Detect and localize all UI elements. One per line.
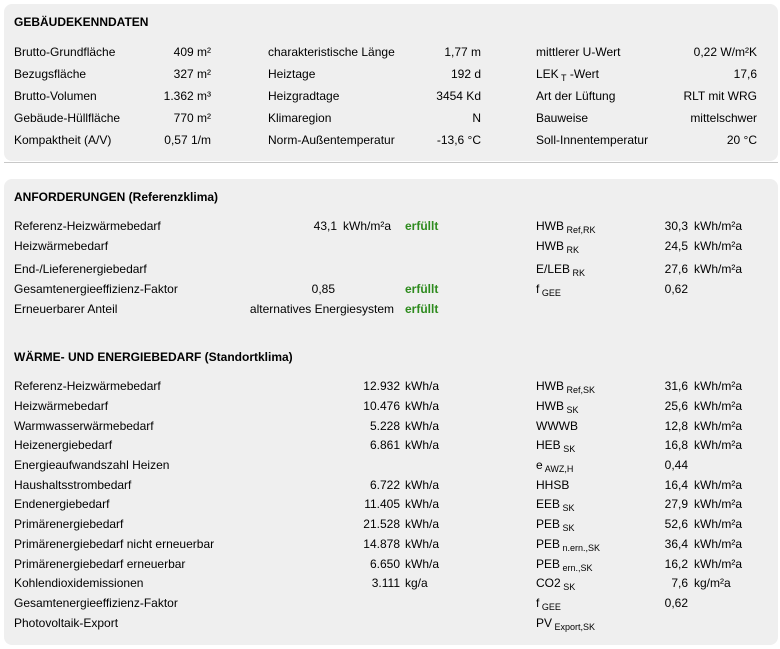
energy-label: Energieaufwandszahl Heizen xyxy=(14,458,170,472)
energy-code-subscript: AWZ,H xyxy=(542,464,574,474)
requirement-code-value: 30,3 xyxy=(664,219,688,233)
energy-code-subscript: GEE xyxy=(539,602,561,612)
building-value: 409 m² xyxy=(173,45,211,59)
building-value: 0,22 W/m²K xyxy=(693,45,757,59)
building-label-suffix: -Wert xyxy=(566,67,599,81)
building-value: 0,57 1/m xyxy=(164,133,211,147)
requirement-value: 43,1 xyxy=(313,219,337,233)
energy-unit: kWh/a xyxy=(405,497,440,511)
building-label: Gebäude-Hüllfläche xyxy=(14,111,121,125)
energy-code-symbol: f xyxy=(536,596,540,610)
energy-code xyxy=(536,419,578,433)
energy-label: Gesamtenergieeffizienz-Faktor xyxy=(14,596,178,610)
energy-code-value: 16,4 xyxy=(664,478,688,492)
building-value: 1,77 m xyxy=(444,45,481,59)
energy-unit: kWh/a xyxy=(405,478,440,492)
building-value: mittelschwer xyxy=(690,111,757,125)
requirement-label: Erneuerbarer Anteil xyxy=(14,302,118,316)
building-label-symbol: LEK xyxy=(536,67,559,81)
requirement-code-subscript: RK xyxy=(570,268,586,278)
energy-code-symbol: PEB xyxy=(536,557,561,571)
energy-code-unit: kWh/m²a xyxy=(694,557,742,571)
energy-unit: kWh/a xyxy=(405,379,440,393)
energy-code-value: 52,6 xyxy=(664,517,688,531)
building-value: 192 d xyxy=(450,67,481,81)
energy-code-symbol: HEB xyxy=(536,438,561,452)
building-value: 3454 Kd xyxy=(436,89,481,103)
energy-code xyxy=(536,379,595,394)
energy-value: 6.722 xyxy=(369,478,400,492)
energy-label: Primärenergiebedarf xyxy=(14,517,124,531)
energy-code xyxy=(536,537,600,552)
energy-code-symbol: PV xyxy=(536,616,553,630)
building-label: Heizgradtage xyxy=(268,89,340,103)
energy-unit: kWh/a xyxy=(405,399,440,413)
building-label xyxy=(536,89,615,103)
requirement-code-unit: kWh/m²a xyxy=(694,239,742,253)
energy-code-symbol: PEB xyxy=(536,537,561,551)
requirement-label: End-/Lieferenergiebedarf xyxy=(14,262,147,276)
energy-code xyxy=(536,399,579,414)
building-value: 20 °C xyxy=(726,133,757,147)
building-label xyxy=(536,111,588,125)
requirement-code-subscript: Ref,RK xyxy=(564,225,596,235)
energy-label: Photovoltaik-Export xyxy=(14,616,119,630)
energy-unit: kWh/a xyxy=(405,557,440,571)
status-fulfilled: erfüllt xyxy=(405,302,439,316)
building-value: N xyxy=(472,111,481,125)
energy-code-symbol: EEB xyxy=(536,497,561,511)
energy-code-symbol: HHSB xyxy=(536,478,570,492)
energy-value: 6.650 xyxy=(369,557,400,571)
building-label: Norm-Außentemperatur xyxy=(268,133,395,147)
requirement-code-symbol: HWB xyxy=(536,219,564,233)
building-label: charakteristische Länge xyxy=(268,45,395,59)
energy-label: Haushaltsstrombedarf xyxy=(14,478,132,492)
building-label xyxy=(536,45,620,59)
energy-code-value: 36,4 xyxy=(664,537,688,551)
status-fulfilled: erfüllt xyxy=(405,219,439,233)
building-value: 770 m² xyxy=(173,111,211,125)
energy-label: Kohlendioxidemissionen xyxy=(14,576,144,590)
energy-code-unit: kWh/m²a xyxy=(694,478,742,492)
building-label: Bezugsfläche xyxy=(14,67,87,81)
building-label: Klimaregion xyxy=(268,111,332,125)
energy-code-value: 0,62 xyxy=(664,596,688,610)
energy-code-symbol: CO2 xyxy=(536,576,561,590)
section-divider xyxy=(4,162,778,163)
energy-label: Warmwasserwärmebedarf xyxy=(14,419,154,433)
energy-unit: kWh/a xyxy=(405,438,440,452)
energy-code-value: 16,2 xyxy=(664,557,688,571)
energy-code-subscript: SK xyxy=(560,523,575,533)
energy-label: Primärenergiebedarf nicht erneuerbar xyxy=(14,537,215,551)
energy-code-symbol: PEB xyxy=(536,517,561,531)
building-value: 327 m² xyxy=(173,67,211,81)
energy-unit: kWh/a xyxy=(405,517,440,531)
building-label: Heiztage xyxy=(268,67,316,81)
energy-value: 3.111 xyxy=(371,576,400,590)
energy-label: Endenergiebedarf xyxy=(14,497,110,511)
energy-code-subscript: SK xyxy=(564,405,579,415)
energy-code-unit: kWh/m²a xyxy=(694,399,742,413)
requirements-title: ANFORDERUNGEN (Referenzklima) xyxy=(14,190,219,204)
requirement-value: alternatives Energiesystem xyxy=(249,302,394,316)
requirement-code-value: 0,62 xyxy=(664,282,688,296)
energy-code xyxy=(536,478,569,492)
building-label: Brutto-Volumen xyxy=(14,89,97,103)
energy-code-subscript: SK xyxy=(560,503,575,513)
energy-value: 6.861 xyxy=(369,438,400,452)
energy-label: Heizwärmebedarf xyxy=(14,399,109,413)
requirement-code xyxy=(536,219,596,234)
requirement-code-value: 24,5 xyxy=(664,239,688,253)
requirement-label: Referenz-Heizwärmebedarf xyxy=(14,219,161,233)
energy-code-symbol: WWWB xyxy=(536,419,578,433)
building-label-symbol: mittlerer U-Wert xyxy=(536,45,621,59)
energy-code-value: 31,6 xyxy=(664,379,688,393)
energy-unit: kg/a xyxy=(405,576,428,590)
building-label-subscript: T xyxy=(558,73,567,83)
energy-code-unit: kWh/m²a xyxy=(694,379,742,393)
energy-code-subscript: SK xyxy=(560,444,576,454)
energy-unit: kWh/a xyxy=(405,537,440,551)
building-label: Kompaktheit (A/V) xyxy=(14,133,112,147)
energy-value: 12.932 xyxy=(363,379,400,393)
energy-value: 10.476 xyxy=(363,399,400,413)
requirement-code-unit: kWh/m²a xyxy=(694,219,742,233)
energy-code-unit: kWh/m²a xyxy=(694,438,742,452)
building-label: Brutto-Grundfläche xyxy=(14,45,116,59)
energy-code xyxy=(536,557,593,572)
building-label-symbol: Bauweise xyxy=(536,111,589,125)
requirement-code-unit: kWh/m²a xyxy=(694,262,742,276)
energy-code-unit: kWh/m²a xyxy=(694,517,742,531)
building-label-symbol: Soll-Innentemperatur xyxy=(536,133,649,147)
energy-code-subscript: n.ern.,SK xyxy=(560,543,601,553)
energy-code-unit: kg/m²a xyxy=(694,576,731,590)
requirement-label: Gesamtenergieeffizienz-Faktor xyxy=(14,282,178,296)
requirement-code-symbol: E/LEB xyxy=(536,262,571,276)
energy-code-subscript: Ref,SK xyxy=(564,385,596,395)
energy-code-symbol: HWB xyxy=(536,379,564,393)
energy-value: 5.228 xyxy=(369,419,400,433)
requirement-code xyxy=(536,239,579,254)
requirement-code-symbol: f xyxy=(536,282,540,296)
energy-code-subscript: ern.,SK xyxy=(560,563,593,573)
energy-code-value: 7,6 xyxy=(671,576,688,590)
energy-code-value: 25,6 xyxy=(664,399,688,413)
energy-code-subscript: Export,SK xyxy=(552,622,596,632)
energy-code-value: 16,8 xyxy=(664,438,688,452)
energy-unit: kWh/a xyxy=(405,419,440,433)
energy-code-unit: kWh/m²a xyxy=(694,537,742,551)
requirement-code-subscript: RK xyxy=(564,245,580,255)
energy-code-value: 12,8 xyxy=(664,419,688,433)
requirement-code xyxy=(536,262,585,277)
energy-code xyxy=(536,596,561,611)
energy-code xyxy=(536,438,575,453)
energy-label: Primärenergiebedarf erneuerbar xyxy=(14,557,186,571)
building-value: RLT mit WRG xyxy=(683,89,757,103)
requirement-label: Heizwärmebedarf xyxy=(14,239,109,253)
energy-value: 14.878 xyxy=(363,537,400,551)
energy-code-value: 27,9 xyxy=(664,497,688,511)
requirement-code-subscript: GEE xyxy=(539,288,561,298)
energy-code xyxy=(536,458,573,473)
energy-code xyxy=(536,497,575,512)
energy-value: 21.528 xyxy=(363,517,400,531)
status-fulfilled: erfüllt xyxy=(405,282,439,296)
energy-code xyxy=(536,517,575,532)
requirement-code-value: 27,6 xyxy=(664,262,688,276)
requirement-value: 0,85 xyxy=(311,282,335,296)
energy-code-symbol: e xyxy=(536,458,543,472)
requirement-unit: kWh/m²a xyxy=(343,219,391,233)
energy-code xyxy=(536,616,595,631)
building-data-title: GEBÄUDEKENNDATEN xyxy=(14,15,149,29)
building-value: -13,6 °C xyxy=(436,133,481,147)
energy-value: 11.405 xyxy=(364,497,400,511)
requirement-code xyxy=(536,282,561,297)
energy-demand-title: WÄRME- UND ENERGIEBEDARF (Standortklima) xyxy=(14,350,293,364)
building-label-symbol: Art der Lüftung xyxy=(536,89,616,103)
energy-code-symbol: HWB xyxy=(536,399,564,413)
building-label xyxy=(536,67,599,82)
energy-code-unit: kWh/m²a xyxy=(694,497,742,511)
building-label xyxy=(536,133,648,147)
energy-code-value: 0,44 xyxy=(664,458,688,472)
building-value: 1.362 m³ xyxy=(163,89,211,103)
energy-label: Referenz-Heizwärmebedarf xyxy=(14,379,161,393)
energy-code-subscript: SK xyxy=(560,582,576,592)
building-value: 17,6 xyxy=(733,67,757,81)
requirement-code-symbol: HWB xyxy=(536,239,564,253)
energy-label: Heizenergiebedarf xyxy=(14,438,113,452)
energy-code-unit: kWh/m²a xyxy=(694,419,742,433)
energy-code xyxy=(536,576,575,591)
